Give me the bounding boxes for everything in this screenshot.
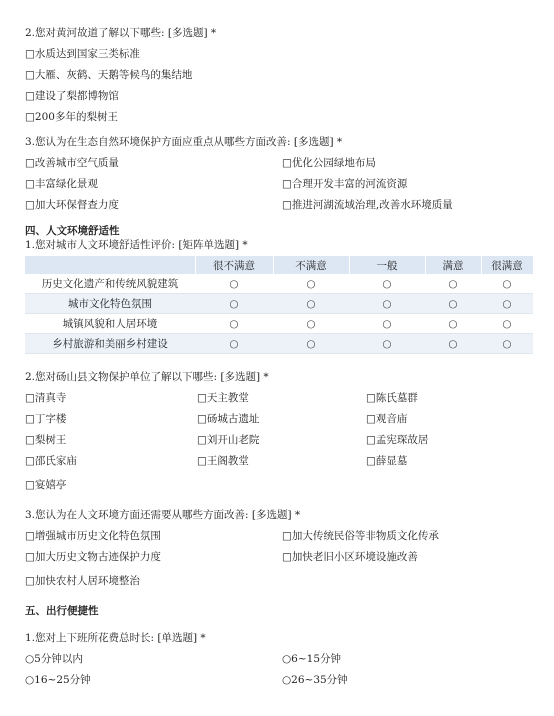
matrix-row [25, 294, 533, 314]
matrix-header: 很不满意 [195, 256, 273, 274]
radio-button[interactable]: ○ [481, 334, 533, 354]
radio-option[interactable]: ○5分钟以内 [25, 653, 83, 665]
checkbox-option[interactable]: □加大传统民俗等非物质文化传承 [282, 530, 439, 542]
radio-button[interactable]: ○ [481, 274, 533, 294]
radio-option[interactable]: ○6~15分钟 [282, 653, 342, 665]
radio-button[interactable]: ○ [195, 334, 273, 354]
checkbox-option[interactable]: □增强城市历史文化特色氛围 [25, 530, 161, 542]
radio-button[interactable]: ○ [273, 334, 349, 354]
checkbox-option[interactable]: □宴嬉亭 [25, 479, 67, 491]
radio-button[interactable]: ○ [349, 334, 425, 354]
matrix-row-label: 城市文化特色氛围 [25, 294, 195, 314]
checkbox-option[interactable]: □建设了梨都博物馆 [25, 90, 119, 102]
radio-option[interactable]: ○16~25分钟 [25, 674, 91, 686]
question-title: 1.您对上下班所花费总时长: [单选题] * [25, 632, 206, 644]
matrix-row-label: 乡村旅游和美丽乡村建设 [25, 334, 195, 354]
checkbox-option[interactable]: □推进河湖流域治理,改善水环境质量 [282, 199, 453, 211]
matrix-header: 不满意 [273, 256, 349, 274]
radio-button[interactable]: ○ [481, 314, 533, 334]
checkbox-option[interactable]: □水质达到国家三类标准 [25, 48, 140, 60]
matrix-header: 很满意 [481, 256, 533, 274]
matrix-header: 满意 [425, 256, 481, 274]
radio-button[interactable]: ○ [195, 314, 273, 334]
checkbox-option[interactable]: □邵氏家庙 [25, 455, 77, 467]
radio-button[interactable]: ○ [349, 294, 425, 314]
checkbox-option[interactable]: □王阁教堂 [197, 455, 249, 467]
question-title: 3.您认为在生态自然环境保护方面应重点从哪些方面改善: [多选题] * [25, 136, 343, 148]
radio-button[interactable]: ○ [273, 294, 349, 314]
matrix-row-label: 历史文化遗产和传统风貌建筑 [25, 274, 195, 294]
checkbox-option[interactable]: □优化公园绿地布局 [282, 157, 376, 169]
radio-button[interactable]: ○ [425, 274, 481, 294]
checkbox-option[interactable]: □丁字楼 [25, 413, 67, 425]
checkbox-option[interactable]: □加快农村人居环境整治 [25, 575, 140, 587]
matrix-row [25, 334, 533, 354]
question-title: 1.您对城市人文环境舒适性评价: [矩阵单选题] * [25, 239, 248, 251]
checkbox-option[interactable]: □200多年的梨树王 [25, 111, 118, 123]
checkbox-option[interactable]: □加大历史文物古迹保护力度 [25, 551, 161, 563]
checkbox-option[interactable]: □薛显墓 [366, 455, 408, 467]
checkbox-option[interactable]: □改善城市空气质量 [25, 157, 119, 169]
section-heading: 五、出行便捷性 [25, 605, 99, 617]
checkbox-option[interactable]: □天主教堂 [197, 392, 249, 404]
matrix-header-row [25, 256, 533, 274]
checkbox-option[interactable]: □大雁、灰鹤、天鹅等候鸟的集结地 [25, 69, 193, 81]
checkbox-option[interactable]: □刘开山老院 [197, 434, 260, 446]
checkbox-option[interactable]: □梨树王 [25, 434, 67, 446]
checkbox-option[interactable]: □加大环保督查力度 [25, 199, 119, 211]
checkbox-option[interactable]: □清真寺 [25, 392, 67, 404]
matrix-header: 一般 [349, 256, 425, 274]
section-heading: 四、人文环境舒适性 [25, 225, 120, 237]
radio-button[interactable]: ○ [195, 294, 273, 314]
checkbox-option[interactable]: □砀城古遗址 [197, 413, 260, 425]
checkbox-option[interactable]: □合理开发丰富的河流资源 [282, 178, 408, 190]
checkbox-option[interactable]: □观音庙 [366, 413, 408, 425]
question-title: 2.您对黄河故道了解以下哪些: [多选题] * [25, 27, 217, 39]
matrix-row-label: 城镇风貌和人居环境 [25, 314, 195, 334]
radio-button[interactable]: ○ [195, 274, 273, 294]
radio-button[interactable]: ○ [349, 274, 425, 294]
matrix-row [25, 314, 533, 334]
checkbox-option[interactable]: □丰富绿化景观 [25, 178, 98, 190]
radio-option[interactable]: ○26~35分钟 [282, 674, 348, 686]
checkbox-option[interactable]: □加快老旧小区环境设施改善 [282, 551, 418, 563]
question-title: 3.您认为在人文环境方面还需要从哪些方面改善: [多选题] * [25, 509, 301, 521]
radio-button[interactable]: ○ [349, 314, 425, 334]
radio-button[interactable]: ○ [425, 314, 481, 334]
question-title: 2.您对砀山县文物保护单位了解以下哪些: [多选题] * [25, 371, 269, 383]
matrix-header [25, 256, 195, 274]
matrix-row [25, 274, 533, 294]
matrix-table [25, 256, 534, 354]
checkbox-option[interactable]: □陈氏墓群 [366, 392, 418, 404]
radio-button[interactable]: ○ [481, 294, 533, 314]
radio-button[interactable]: ○ [425, 294, 481, 314]
checkbox-option[interactable]: □孟宪琛故居 [366, 434, 429, 446]
radio-button[interactable]: ○ [425, 334, 481, 354]
radio-button[interactable]: ○ [273, 274, 349, 294]
radio-button[interactable]: ○ [273, 314, 349, 334]
